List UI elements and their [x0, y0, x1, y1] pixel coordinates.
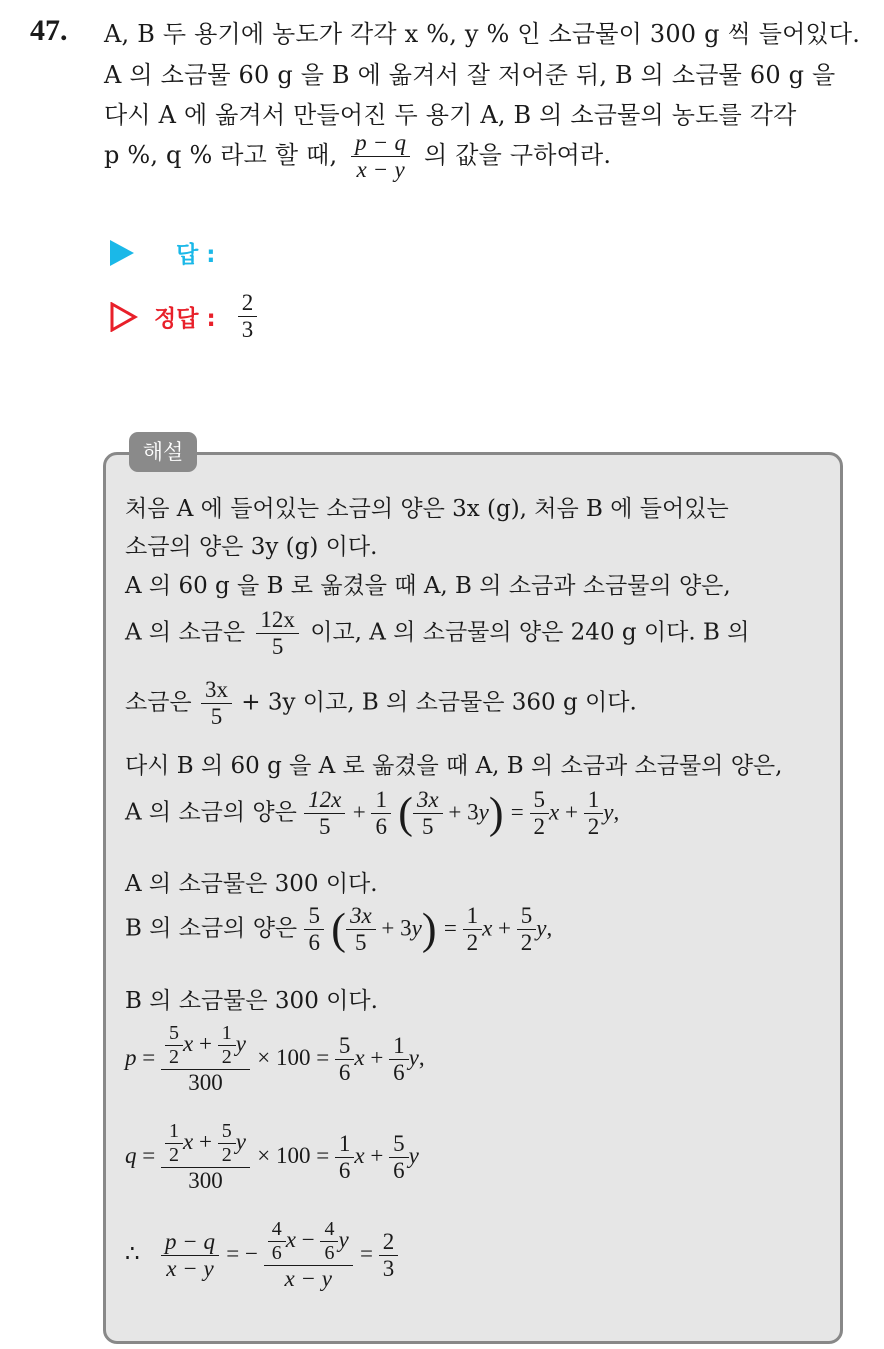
explanation-line-10: [125, 903, 552, 956]
math-term: × 100 =: [257, 1045, 335, 1070]
math-fraction: $\frac{2}{3}$: [379, 1229, 399, 1282]
math-paren: ): [421, 904, 437, 954]
math-fraction: $\frac{1}{2}$: [584, 787, 604, 840]
explanation-line-5-a: 소금은: [125, 689, 192, 716]
explanation-line-9: A 의 소금물은 300 이다.: [125, 871, 378, 897]
formula-p: [125, 1022, 425, 1096]
answer-row: [110, 236, 215, 269]
problem-line-2: A 의 소금물 60 g 을 B 에 옮겨서 잘 저어준 뒤, B 의 소금물 60 g 을: [104, 61, 836, 89]
math-term: =: [359, 1241, 379, 1266]
math-fraction: $\frac{1}{6}$: [371, 787, 391, 840]
math-term: q =: [125, 1143, 161, 1168]
explanation-line-4: [125, 607, 749, 660]
math-term: + 3y: [375, 915, 422, 941]
math-operator: +: [352, 799, 372, 825]
math-fraction: $\frac{1}{6}$: [335, 1131, 355, 1184]
fraction-3x-over-5: [201, 677, 232, 730]
correct-answer-label: 정답 :: [154, 306, 216, 332]
correct-answer-row: [110, 290, 257, 343]
math-term: x +: [354, 1143, 390, 1168]
explanation-line-4-a: A 의 소금은: [125, 619, 246, 646]
problem-line-4-suffix: 의 값을 구하여라.: [424, 141, 612, 169]
math-paren: ): [488, 788, 504, 838]
correct-answer-fraction: [238, 290, 258, 343]
math-fraction: $\frac{12x}{5}$: [304, 787, 345, 840]
play-triangle-icon: [110, 240, 134, 266]
explanation-line-5: [125, 677, 637, 730]
math-fraction: $\frac{5}{2}$: [517, 903, 537, 956]
explanation-line-5-b: + 3y 이고, B 의 소금물은 360 g 이다.: [241, 689, 637, 716]
fraction-numerator: 3x: [204, 677, 228, 702]
math-fraction: $\frac{1}{6}$: [389, 1033, 409, 1086]
problem-line-4: [104, 130, 611, 183]
explanation-line-6: 다시 B 의 60 g 을 A 로 옮겼을 때 A, B 의 소금과 소금물의 양은,: [125, 753, 783, 779]
explanation-line-2: 소금의 양은 3y (g) 이다.: [125, 534, 378, 560]
correct-answer-denominator: 3: [238, 316, 258, 343]
math-term: × 100 =: [257, 1143, 335, 1168]
math-compound-fraction: $\frac{1}{2}$ x + $\frac{5}{2}$ y 300: [161, 1120, 250, 1194]
math-compound-fraction: $\frac{5}{2}$ x + $\frac{1}{2}$ y 300: [161, 1022, 250, 1096]
explanation-line-3: A 의 60 g 을 B 로 옮겼을 때 A, B 의 소금과 소금물의 양은,: [125, 573, 731, 599]
math-term: y: [408, 1143, 419, 1168]
therefore-symbol: ∴: [125, 1241, 140, 1267]
math-fraction: $\frac{3x}{5}$: [346, 903, 376, 956]
math-term: x +: [482, 915, 517, 941]
math-fraction: $\frac{5}{6}$: [304, 903, 324, 956]
math-term: y,: [536, 915, 553, 941]
math-fraction: $\frac{5}{2}$: [530, 787, 550, 840]
explanation-tab: 해설: [129, 432, 197, 472]
math-term: + 3y: [442, 799, 489, 825]
explanation-line-1: 처음 A 에 들어있는 소금의 양은 3x (g), 처음 B 에 들어있는: [125, 496, 729, 522]
math-operator: =: [510, 799, 530, 825]
math-fraction: $\frac{5}{6}$: [335, 1033, 355, 1086]
math-term: = −: [226, 1241, 264, 1266]
math-paren: (: [398, 788, 413, 838]
math-term: p =: [125, 1045, 161, 1070]
math-fraction: $\frac{3x}{5}$: [413, 787, 443, 840]
math-compound-fraction: $\frac{4}{6}$ x − $\frac{4}{6}$ y x − y: [264, 1218, 353, 1292]
question-number: 47.: [30, 14, 68, 47]
explanation-line-11: B 의 소금물은 300 이다.: [125, 988, 378, 1014]
answer-label: 답 :: [176, 242, 216, 268]
math-term: x +: [549, 799, 584, 825]
explanation-line-7-a: A 의 소금의 양은: [125, 799, 297, 826]
formula-q: [125, 1120, 419, 1194]
math-operator: =: [443, 915, 463, 941]
math-fraction: $\frac{1}{2}$: [463, 903, 483, 956]
problem-line-1: A, B 두 용기에 농도가 각각 x %, y % 인 소금물이 300 g 씩 들어있다.: [104, 20, 861, 48]
problem-line-4-prefix: p %, q % 라고 할 때,: [104, 141, 338, 169]
math-fraction: $\frac{5}{6}$: [389, 1131, 409, 1184]
fraction-denominator: 5: [256, 633, 299, 660]
fraction-12x-over-5: [256, 607, 299, 660]
math-term: y,: [408, 1045, 425, 1070]
math-term: x +: [354, 1045, 390, 1070]
correct-answer-numerator: 2: [241, 290, 254, 315]
problem-fraction-denominator: x − y: [351, 156, 410, 183]
math-fraction: $\frac{p - q}{x - y}$: [161, 1229, 219, 1282]
outline-triangle-icon: [110, 302, 138, 332]
math-paren: (: [331, 904, 346, 954]
problem-fraction: [351, 130, 410, 183]
explanation-line-10-a: B 의 소금의 양은: [125, 915, 298, 942]
problem-line-3: 다시 A 에 옮겨서 만들어진 두 용기 A, B 의 소금물의 농도를 각각: [104, 101, 797, 129]
problem-fraction-numerator: p − q: [355, 130, 407, 155]
fraction-denominator: 5: [201, 703, 232, 730]
formula-conclusion: [125, 1218, 398, 1292]
explanation-line-7: [125, 787, 619, 840]
explanation-line-4-b: 이고, A 의 소금물의 양은 240 g 이다. B 의: [310, 619, 750, 646]
math-term: y,: [603, 799, 620, 825]
fraction-numerator: 12x: [260, 607, 295, 632]
